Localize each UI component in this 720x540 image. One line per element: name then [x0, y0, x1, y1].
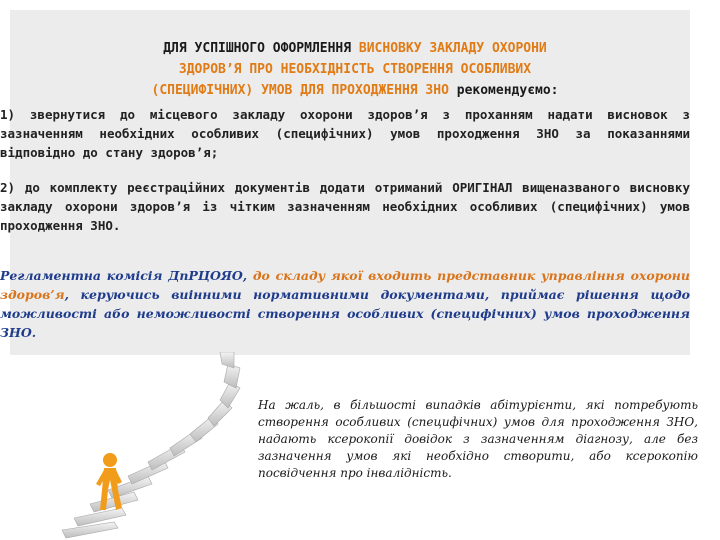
commission-highlight: до складу якої входить представник управління охорони здоров’я	[0, 268, 690, 302]
commission-rest: , керуючись виінними нормативними документами, приймає рішення щодо можливості або неможливості створення особливих (специфічних) умов проходження ЗНО.	[0, 287, 690, 340]
heading-line2: ЗДОРОВ’Я ПРО НЕОБХІДНІСТЬ СТВОРЕННЯ ОСОБЛИВИХ	[178, 62, 532, 77]
recommendation-paragraph-2: 2) до комплекту реєстраційних документів додати отриманий ОРИГІНАЛ вищеназваного висновку закладу охорони здоров’я із чітким зазначенням необхідних особливих (специфічних) умов проходження ЗНО.	[0, 180, 690, 233]
commission-lead: Регламентна комісія ДпРЦОЯО,	[0, 268, 253, 283]
recommendation-paragraph-1: 1) звернутися до місцевого закладу охорони здоров’я з проханням надати висновок з зазначенням необхідних особливих (специфічних) умов проходження ЗНО за показаннями відповідно до стану здоров’я;	[0, 107, 690, 160]
spiral-stairs-illustration	[52, 352, 272, 540]
heading-line3: (СПЕЦИФІЧНИХ) УМОВ ДЛЯ ПРОХОДЖЕННЯ ЗНО	[151, 83, 449, 98]
note-paragraph: На жаль, в більшості випадків абітурієнти, які потребують створення особливих (специфічних) умов для проходження ЗНО, надають ксерокопії довідок з зазначенням діагнозу, але без зазначення умов які необхідно створити, або ксерокопію посвідчення про інвалідність.	[258, 398, 698, 480]
page-heading	[40, 38, 670, 101]
heading-line1-highlight: ВИСНОВКУ ЗАКЛАДУ ОХОРОНИ	[358, 41, 547, 56]
heading-line3-suffix: рекомендуємо:	[448, 83, 559, 98]
commission-paragraph	[0, 266, 690, 342]
heading-line1-prefix: ДЛЯ УСПІШНОГО ОФОРМЛЕННЯ	[163, 41, 359, 56]
stair-steps	[62, 352, 240, 538]
